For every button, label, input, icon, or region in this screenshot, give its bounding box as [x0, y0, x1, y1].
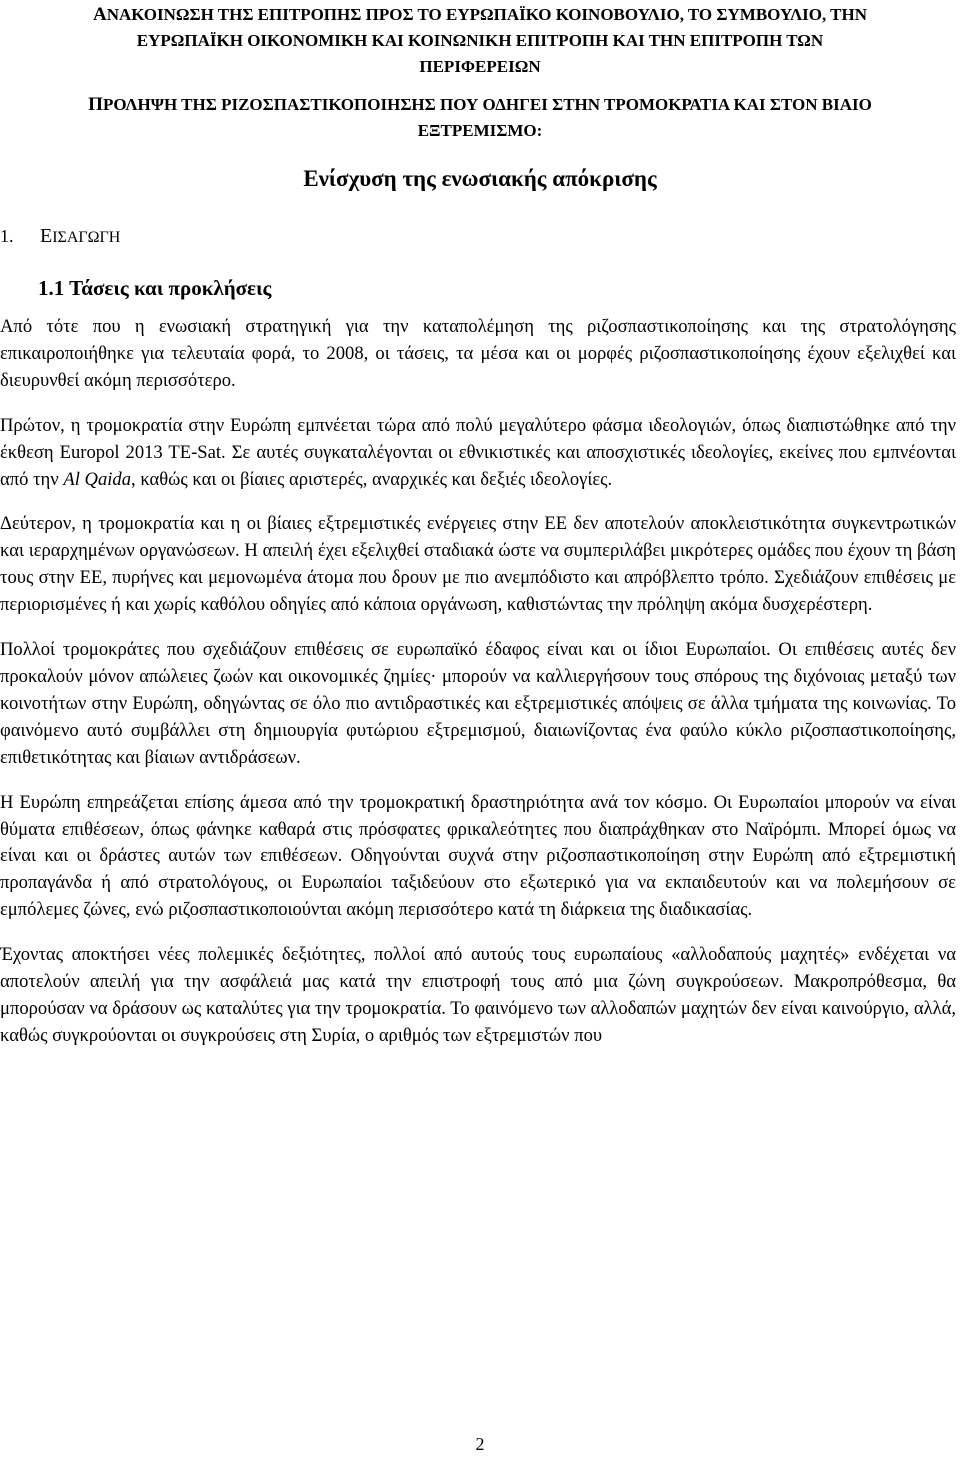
document-body [0, 314, 956, 1050]
paragraph: Η Ευρώπη επηρεάζεται επίσης άμεσα από την τρομοκρατική δραστηριότητα ανά τον κόσμο. Οι Ευρωπαίοι μπορούν να είναι θύματα επιθέσεων, όπως φάνηκε καθαρά στις πρόσφατες φρικαλεότητες που διαπράχθηκαν στο Ναϊρόμπι. Μπορεί όμως να είναι και οι δράστες αυτών των επιθέσεων. Οδηγούνται συχνά στην ριζοσπαστικοποίηση στην Ευρώπη από εξτρεμιστική προπαγάνδα ή από στρατολόγους, οι Ευρωπαίοι ταξιδεύουν στο εξωτερικό για να εκπαιδευτούν και να πολεμήσουν σε εμπόλεμες ζώνες, ενώ ριζοσπαστικοποιούνται ακόμη περισσότερο κατά τη διάρκεια της διαδικασίας. [0, 791, 956, 921]
section-title-rest: ΙΣΑΓΩΓΗ [52, 229, 121, 246]
section-number: 1. [0, 226, 14, 246]
title-line-2: ΕΥΡΩΠΑΪΚΗ ΟΙΚΟΝΟΜΙΚΗ ΚΑΙ ΚΟΙΝΩΝΙΚΗ ΕΠΙΤΡΟΠΗ ΚΑΙ ΤΗΝ ΕΠΙΤΡΟΠΗ ΤΩΝ [136, 31, 824, 50]
document-title [0, 2, 960, 144]
italic-term: Al Qaida [63, 468, 132, 490]
paragraph: Πολλοί τρομοκράτες που σχεδιάζουν επιθέσεις σε ευρωπαϊκό έδαφος είναι και οι ίδιοι Ευρωπαίοι. Οι επιθέσεις αυτές δεν προκαλούν μόνον απώλειες ζωών και οικονομικές ζημίες· μπορούν να καλλιεργήσουν τους σπόρους της διχόνοιας μεταξύ των κοινοτήτων στην Ευρώπη, οδηγώντας σε όλο πιο αντιδραστικές και εξτρεμιστικές απόψεις σε άλλα τμήματα της κοινωνίας. Το φαινόμενο αυτό συμβάλλει στη δημιουργία φυτώριου εξτρεμισμού, διαιωνίζοντας ένα φαύλο κύκλο ριζοσπαστικοποίησης, επιθετικότητας και βίαιων αντιδράσεων. [0, 639, 956, 768]
title-line-5: ΕΞΤΡΕΜΙΣΜΟ: [417, 121, 543, 140]
document-subtitle: Ενίσχυση της ενωσιακής απόκρισης [303, 166, 657, 191]
paragraph: Πρώτον, η τρομοκρατία στην Ευρώπη εμπνέεται τώρα από πολύ μεγαλύτερο φάσμα ιδεολογιών, όπως διαπιστώθηκε από την έκθεση Europol 2013 TE-Sat. Σε αυτές συγκαταλέγονται οι εθνικιστικές και αποσχιστικές ιδεολογίες, εκείνες που εμπνέονται από την Al Qaida, καθώς και οι βίαιες αριστερές, αναρχικές και δεξιές ιδεολογίες. [0, 414, 956, 490]
title-line-1: ΑΝΑΚΟΙΝΩΣΗ ΤΗΣ ΕΠΙΤΡΟΠΗΣ ΠΡΟΣ ΤΟ ΕΥΡΩΠΑΪΚΟ ΚΟΙΝΟΒΟΥΛΙΟ, ΤΟ ΣΥΜΒΟΥΛΙΟ, ΤΗΝ [92, 4, 868, 25]
paragraph: Δεύτερον, η τρομοκρατία και η οι βίαιες εξτρεμιστικές ενέργειες στην ΕΕ δεν αποτελούν αποκλειστικότητα συγκεντρωτικών και ιεραρχημένων οργανώσεων. Η απειλή έχει εξελιχθεί σταδιακά ώστε να συμπεριλάβει μικρότερες ομάδες που έχουν τη βάση τους στην ΕΕ, πυρήνες και μεμονωμένα άτομα που δρουν με πιο ανεμπόδιστο και απρόβλεπτο τρόπο. Σχεδιάζουν επιθέσεις με περιορισμένες ή και χωρίς καθόλου οδηγίες από κάποια οργάνωση, καθιστώντας την πρόληψη ακόμα δυσχερέστερη. [0, 513, 956, 616]
page-number: 2 [475, 1434, 485, 1454]
paragraph: Από τότε που η ενωσιακή στρατηγική για την καταπολέμηση της ριζοσπαστικοποίησης και της στρατολόγησης επικαιροποιήθηκε για τελευταία φορά, το 2008, οι τάσεις, τα μέσα και οι μορφές ριζοσπαστικοποίησης έχουν εξελιχθεί και διευρυνθεί ακόμη περισσότερο. [0, 316, 956, 391]
section-title-initial: Ε [40, 225, 53, 247]
paragraph: Έχοντας αποκτήσει νέες πολεμικές δεξιότητες, πολλοί από αυτούς τους ευρωπαίους «αλλοδαπούς μαχητές» ενδέχεται να αποτελούν απειλή για την ασφάλειά μας κατά την επιστροφή τους από μια ζώνη συγκρούσεων. Μακροπρόθεσμα, θα μπορούσαν να δράσουν ως καταλύτες για την τρομοκρατία. Το φαινόμενο των αλλοδαπών μαχητών δεν είναι καινούργιο, αλλά, καθώς συγκρούονται οι συγκρούσεις στη Συρία, ο αριθμός των εξτρεμιστών που [0, 944, 956, 1046]
section-heading [0, 222, 120, 252]
subsection-heading: 1.1 Τάσεις και προκλήσεις [38, 276, 272, 300]
title-line-4: ΠΡΟΛΗΨΗ ΤΗΣ ΡΙΖΟΣΠΑΣΤΙΚΟΠΟΙΗΣΗΣ ΠΟΥ ΟΔΗΓΕΙ ΣΤΗΝ ΤΡΟΜΟΚΡΑΤΙΑ ΚΑΙ ΣΤΟΝ ΒΙΑΙΟ [88, 94, 872, 115]
title-line-3: ΠΕΡΙΦΕΡΕΙΩΝ [419, 57, 541, 76]
